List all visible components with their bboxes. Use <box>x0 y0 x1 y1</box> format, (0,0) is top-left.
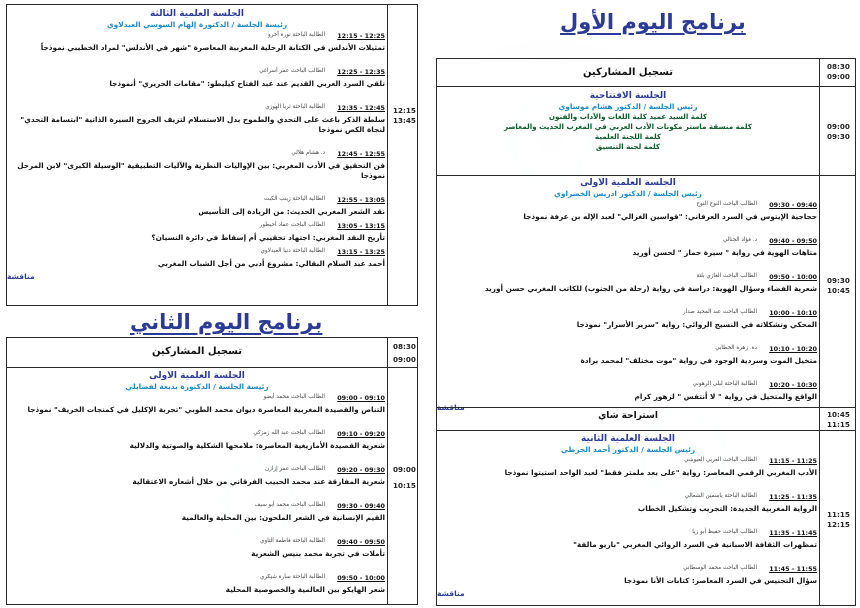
paper-time: 09:10 - 09:20 <box>337 430 385 438</box>
paper-item <box>7 464 387 500</box>
paper-title: الأدب المغربي الرقمي المعاصر: رواية "على بعد ملمتر فقط" لعبد الواحد استيتوا نموذجا <box>504 468 817 477</box>
paper-time: 09:20 - 09:30 <box>337 466 385 474</box>
paper-time: 12:15 - 12:25 <box>337 32 385 40</box>
paper-author: د. هشام هلالي <box>291 150 325 156</box>
time-start: 08:30 <box>827 62 850 71</box>
day1-table <box>436 58 856 606</box>
paper-item <box>7 194 387 220</box>
paper-item <box>437 379 819 403</box>
paper-title: تأريخ النقد المغربي: اجتهاد تحقيبي أم إسقاط في دائرة النسيان؟ <box>151 233 385 242</box>
paper-item <box>437 199 819 235</box>
paper-time: 10:00 - 10:10 <box>769 309 817 317</box>
paper-author: الطالبة الباحثة ليلى الرهوني <box>692 381 757 387</box>
session2 <box>437 434 819 598</box>
time-end: 09:00 <box>827 72 850 81</box>
day1-title: برنامج اليوم الأول <box>560 10 746 34</box>
paper-item <box>437 491 819 527</box>
paper-title: التناص والقصيدة المغربية المعاصرة ديوان محمد الطوبي "تجربة الإكليل في كمنجات الخريف" نموذجا <box>27 405 385 414</box>
paper-time: 13:15 - 13:25 <box>337 248 385 256</box>
paper-time: 11:35 - 11:45 <box>769 529 817 537</box>
row-divider <box>7 367 417 368</box>
row-divider <box>437 175 855 176</box>
paper-time: 09:00 - 09:10 <box>337 394 385 402</box>
session3 <box>7 9 387 281</box>
paper-author: الطالبة الباحثة ثريا الهوزي <box>265 104 325 110</box>
paper-author: الطالب الباحث عمر أسراغي <box>259 68 325 74</box>
paper-title: تأملات في تجربة محمد بنيس الشعرية <box>251 549 385 558</box>
paper-time: 12:45 - 12:55 <box>337 150 385 158</box>
time-start: 09:30 <box>827 276 850 285</box>
time-end: 11:15 <box>827 420 850 429</box>
time-start: 11:15 <box>827 510 850 519</box>
paper-item <box>7 220 387 246</box>
paper-author: الطالبة الباحثة زينب الكبت <box>263 196 325 202</box>
time-start: 12:15 <box>393 106 416 115</box>
paper-author: الطالبة الباحثة دنيا العبدلاوي <box>260 248 325 254</box>
session-title: الجلسة العلمية الأولى <box>580 178 676 188</box>
paper-item <box>437 563 819 589</box>
paper-author: الطالب الباحث العربي العيوشي <box>684 457 757 463</box>
registration-label: تسجيل المشاركين <box>582 67 674 78</box>
time-end: 13:45 <box>393 116 416 125</box>
paper-author: الطالبة الباحثة فاطمة التاوي <box>260 538 325 544</box>
paper-item <box>437 307 819 343</box>
session-chair: رئيس الجلسة / الدكتور ادريس الخضراوي <box>554 189 702 198</box>
time-start: 08:30 <box>393 342 416 351</box>
paper-title: سلطة الذكر باعث على التحدي والطموح بدل الاستسلام لتزيف الجروح السيرة الذاتية "ابتسامة التحدي" لنجاة الكص نموذجا <box>20 115 385 134</box>
paper-item <box>437 235 819 271</box>
day2-title: برنامج اليوم الثاني <box>130 310 323 334</box>
registration-label: تسجيل المشاركين <box>151 346 243 357</box>
paper-author: الطالب الباحث محمد أبو سيف <box>254 502 325 508</box>
discussion-label: مناقشة <box>7 272 35 281</box>
time-start: 09:00 <box>827 122 850 131</box>
paper-time: 09:50 - 10:00 <box>769 273 817 281</box>
time-start: 09:00 <box>393 465 416 474</box>
day2-session1 <box>7 371 387 598</box>
paper-time: 11:15 - 11:25 <box>769 457 817 465</box>
session1 <box>437 178 819 412</box>
paper-time: 11:25 - 11:35 <box>769 493 817 501</box>
paper-title: القيم الإنسانية في الشعر الملحون: بين المحلية والعالمية <box>181 513 385 522</box>
paper-time: 12:55 - 13:05 <box>337 196 385 204</box>
paper-item <box>7 148 387 194</box>
paper-time: 10:20 - 10:30 <box>769 381 817 389</box>
paper-title: شعرية القصيدة الأمازيغية المعاصرة: ملامحها الشكلية والصوتية والدلالية <box>129 441 385 450</box>
row-divider <box>437 86 855 87</box>
paper-item <box>7 102 387 148</box>
time-end: 09:30 <box>827 132 850 141</box>
session-chair: رئيس الجلسة / الدكتور هشام موساوي <box>558 102 698 111</box>
paper-title: الواقع والمتخيل في رواية " لا أنتفس " لزهور كرام <box>634 392 817 401</box>
time-column-divider <box>387 5 388 305</box>
paper-title: تمظهرات الثقافة الاسبانية في السرد الروائي المغربي "باريو مالقة" <box>573 540 817 549</box>
session3-table <box>6 4 418 306</box>
paper-title: المحكي وتشكلاته في النسيج الروائي: رواية "سرير الأسرار" نموذجا <box>576 320 817 329</box>
session-chair: رئيسة الجلسة / الدكتورة بديعة لفضايلي <box>125 382 269 391</box>
paper-author: دة. زهرة الخطابي <box>715 345 757 351</box>
paper-author: الطالب الباحث محمد الوسطاني <box>683 565 757 571</box>
paper-author: الطالب الباحث النوح النوح <box>696 201 757 207</box>
opening-line: كلمة لجنة التنسيق <box>595 142 661 151</box>
time-end: 10:45 <box>827 286 850 295</box>
paper-title: متخيل الموت وسردية الوجود في رواية "موت مختلف" لمحمد برادة <box>580 356 817 365</box>
paper-time: 10:10 - 10:20 <box>769 345 817 353</box>
paper-author: الطالب الباحث عماد أحيطور <box>259 222 325 228</box>
break-label: استراحة شاي <box>598 411 658 421</box>
paper-time: 11:45 - 11:55 <box>769 565 817 573</box>
paper-title: شعر الهايكو بين العالمية والخصوصية المحلية <box>225 585 385 594</box>
paper-item <box>437 455 819 491</box>
paper-title: شعرية المفارقة عند محمد الحبيب الفرقاني من خلال أشعاره الاعتقالية <box>132 477 385 486</box>
session-title: الجلسة العلمية الأولى <box>149 371 245 381</box>
paper-author: الطالب الباحث حفيظ أبو زيا <box>692 529 757 535</box>
paper-title: سؤال التجنيس في السرد المعاصر: كتابات الأنا نموذجا <box>624 576 817 585</box>
row-divider <box>437 430 855 431</box>
paper-time: 09:30 - 09:40 <box>769 201 817 209</box>
paper-title: حجاجية الإيتوس في السرد العرفاني: "قواسين الغزالي" لعبد الإله بن عرفة نموذجا <box>523 212 817 221</box>
paper-time: 09:40 - 09:50 <box>337 538 385 546</box>
paper-title: نقد الشعر المغربي الحديث: من الريادة إلى التأسيس <box>198 207 385 216</box>
paper-title: متاهات الهوية في رواية " سيرة حمار " لحسن أوريد <box>632 248 817 257</box>
time-column-divider <box>819 59 820 605</box>
session-chair: رئيس الجلسة / الدكتور أحمد الجرطي <box>560 445 696 454</box>
paper-item <box>7 536 387 572</box>
time-column-divider <box>387 338 388 604</box>
paper-title: فن التحقيق في الأدب المغربي: بين الإواليات النظرية والآليات التطبيقية "الوسيلة الكبرى" لابن المرحل نموذجا <box>17 161 385 180</box>
time-end: 09:00 <box>393 355 416 364</box>
time-start: 10:45 <box>827 410 850 419</box>
paper-item <box>7 500 387 536</box>
paper-author: الطالبة الباحثة سارة شيكري <box>259 574 325 580</box>
discussion-label: مناقشة <box>437 403 465 412</box>
row-divider <box>437 407 855 408</box>
paper-author: الطالب الباحث محمد أيضو <box>263 394 325 400</box>
paper-title: تمثيلات الأندلس في الكتابة الرحلية المغربية المعاصرة "شهر في الأندلس" لمراد الخطيبي نموذجاً <box>40 43 385 52</box>
paper-author: الطالبة الباحثة نورة آخرو <box>268 32 325 38</box>
paper-author: د. فؤاد الجنالي <box>722 237 757 243</box>
paper-item <box>7 30 387 66</box>
paper-author: الطالب الباحث عمر إزازن <box>265 466 325 472</box>
session-chair: رئيسة الجلسة / الدكتورة إلهام السوسي العبدلاوي <box>106 20 288 29</box>
paper-time: 09:30 - 09:40 <box>337 502 385 510</box>
paper-author: الطالب الباحث عبد المجيد صدار <box>682 309 757 315</box>
paper-item <box>7 246 387 272</box>
paper-time: 12:25 - 12:35 <box>337 68 385 76</box>
paper-time: 09:40 - 09:50 <box>769 237 817 245</box>
time-end: 10:15 <box>393 481 416 490</box>
paper-title: شعرية الفضاء وسؤال الهوية: دراسة في رواية (رحلة من الجنوب) للكاتب المغربي حسن أوريد <box>484 284 817 293</box>
paper-author: الطالب الباحث الغازي بلتة <box>696 273 757 279</box>
paper-item <box>7 392 387 428</box>
session-title: الجلسة العلمية الثالثة <box>150 9 244 19</box>
opening-line: كلمة السيد عميد كلية اللغات والآداب والفنون <box>548 112 708 121</box>
discussion-label: مناقشة <box>437 589 465 598</box>
paper-item <box>7 428 387 464</box>
paper-author: الطالب الباحث عبد الله زمزكي <box>253 430 325 436</box>
opening-line: كلمة منسقة ماستر مكونات الأدب العربي في المغرب الحديث والمعاصر <box>504 122 752 131</box>
paper-item <box>437 343 819 379</box>
opening-line: كلمة اللجنة العلمية <box>594 132 662 141</box>
paper-time: 12:35 - 12:45 <box>337 104 385 112</box>
paper-time: 13:05 - 13:15 <box>337 222 385 230</box>
paper-title: أحمد عبد السلام البقالي: مشروع أدبي من أجل الشباب المغربي <box>157 259 385 268</box>
paper-item <box>7 572 387 598</box>
paper-author: الطالبة الباحثة ياسمين الشعالي <box>684 493 757 499</box>
session-title: الجلسة العلمية الثانية <box>581 434 675 444</box>
paper-title: الرواية المغربية الجديدة: التجريب وتشكيل الخطاب <box>637 504 817 513</box>
paper-item <box>7 66 387 102</box>
paper-item <box>437 527 819 563</box>
paper-item <box>437 271 819 307</box>
time-end: 12:15 <box>827 520 850 529</box>
opening-session <box>437 91 819 152</box>
session-title: الجلسة الافتتاحية <box>589 91 667 101</box>
paper-title: تلقي السرد العربي القديم عند عبد الفتاح كيليطو: "مقامات الحريري" أنموذجا <box>109 79 385 88</box>
day2-table <box>6 337 418 605</box>
paper-time: 09:50 - 10:00 <box>337 574 385 582</box>
